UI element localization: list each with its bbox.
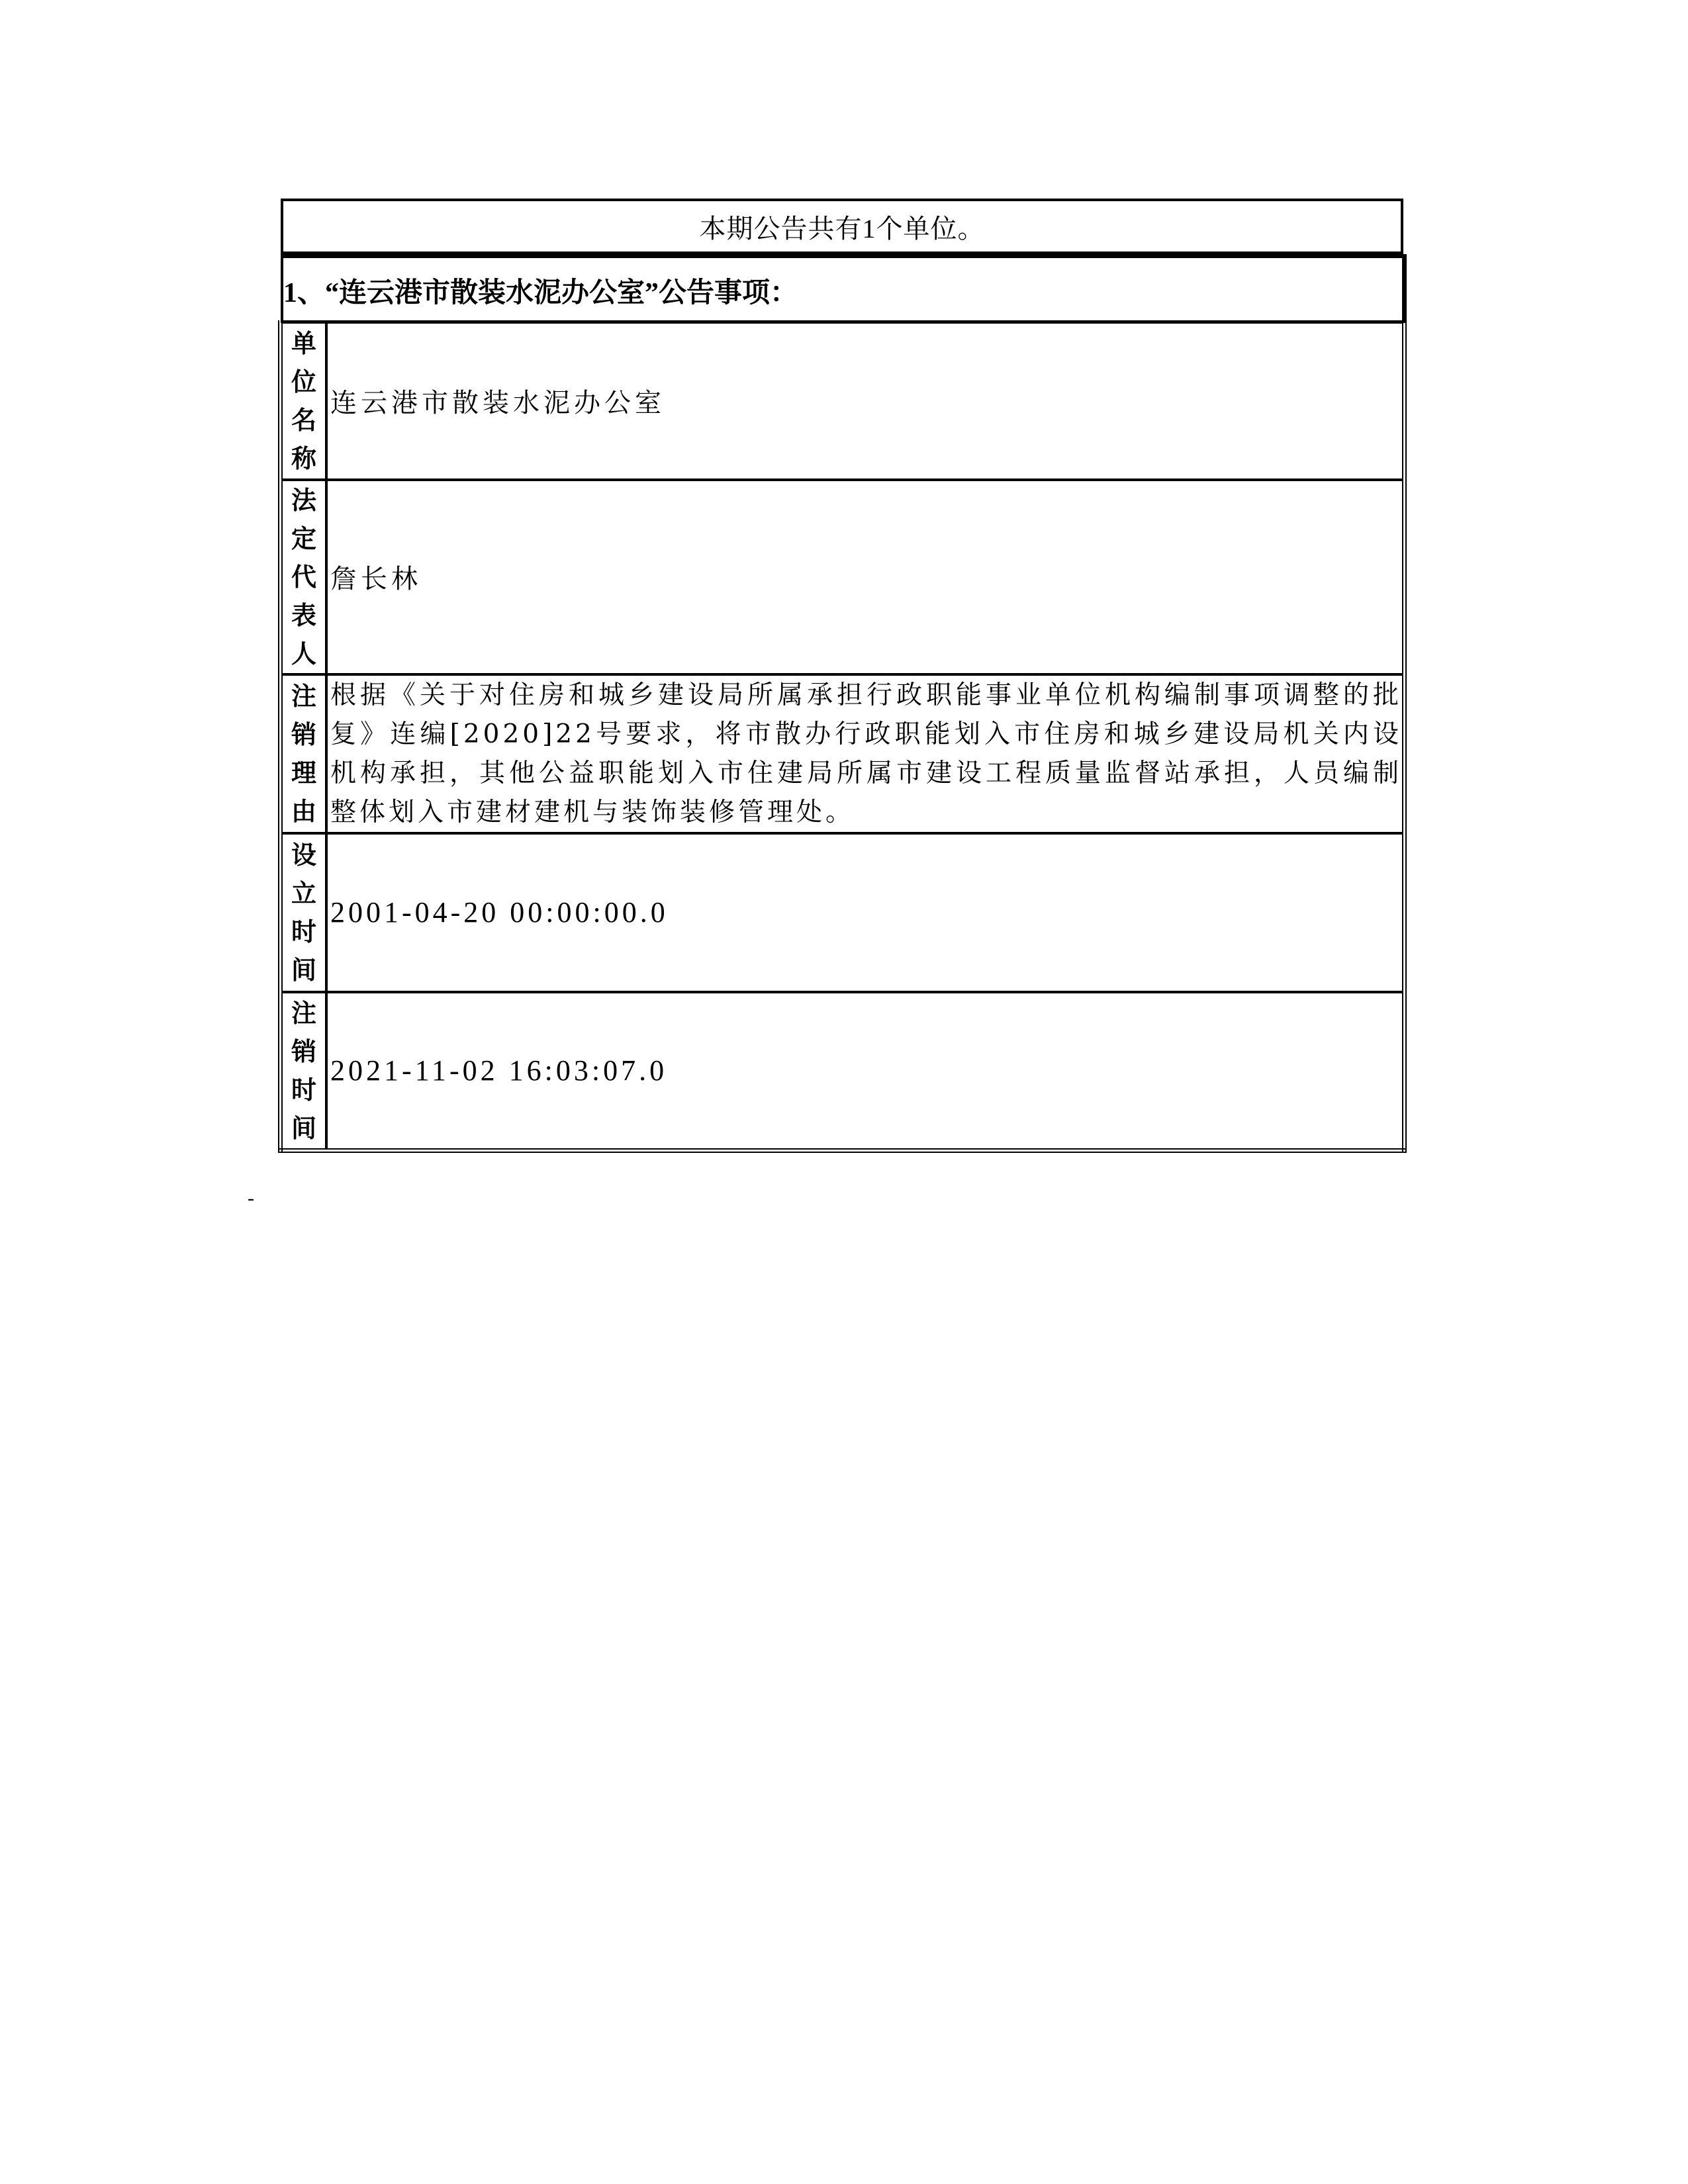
label-char: 立 <box>291 878 316 908</box>
label-char: 定 <box>291 523 316 553</box>
value-cancellation-reason: 根据《关于对住房和城乡建设局所属承担行政职能事业单位机构编制事项调整的批复》连编[2020]22号要求，将市散办行政职能划入市住房和城乡建设局机关内设机构承担，其他公益职能划入市住建局所属市建设工程质量监督站承担，人员编制整体划入市建材建机与装饰装修管理处。 <box>326 674 1405 833</box>
label-legal-representative <box>281 480 327 674</box>
label-char: 由 <box>291 796 316 826</box>
label-char: 注 <box>291 680 316 711</box>
section-heading: 1、“连云港市散装水泥办公室”公告事项： <box>283 278 798 308</box>
notice-summary-box <box>281 199 1403 254</box>
label-char: 法 <box>291 484 316 515</box>
table-row-unit-name <box>281 322 1405 480</box>
label-char: 间 <box>291 1113 316 1143</box>
label-char: 名 <box>291 404 316 435</box>
value-cancellation-time: 2021-11-02 16:03:07.0 <box>326 992 1405 1151</box>
label-char: 销 <box>291 719 316 749</box>
label-cancellation-reason <box>281 674 327 833</box>
notice-summary: 本期公告共有1个单位。 <box>699 213 985 244</box>
label-establishment-time <box>281 833 327 992</box>
value-unit-name: 连云港市散装水泥办公室 <box>326 322 1405 480</box>
label-char: 设 <box>291 839 316 870</box>
section-heading-box <box>281 254 1407 323</box>
label-char: 理 <box>291 757 316 788</box>
value-legal-representative: 詹长林 <box>326 480 1405 674</box>
label-char: 位 <box>291 366 316 396</box>
label-char: 代 <box>291 561 316 592</box>
label-cancellation-time <box>281 992 327 1151</box>
label-char: 人 <box>291 638 316 668</box>
label-unit-name <box>281 322 327 480</box>
footer-mark: - <box>248 1187 254 1209</box>
unit-detail-table <box>278 320 1407 1153</box>
label-char: 销 <box>291 1036 316 1066</box>
value-establishment-time: 2001-04-20 00:00:00.0 <box>326 833 1405 992</box>
table-row-legal-representative <box>281 480 1405 674</box>
label-char: 称 <box>291 443 316 473</box>
label-char: 时 <box>291 916 316 946</box>
label-char: 单 <box>291 328 316 358</box>
label-char: 表 <box>291 600 316 630</box>
table-row-cancellation-reason <box>281 674 1405 833</box>
table-row-cancellation-time <box>281 992 1405 1151</box>
label-char: 注 <box>291 997 316 1028</box>
label-char: 时 <box>291 1074 316 1105</box>
label-char: 间 <box>291 954 316 985</box>
table-row-establishment-time <box>281 833 1405 992</box>
